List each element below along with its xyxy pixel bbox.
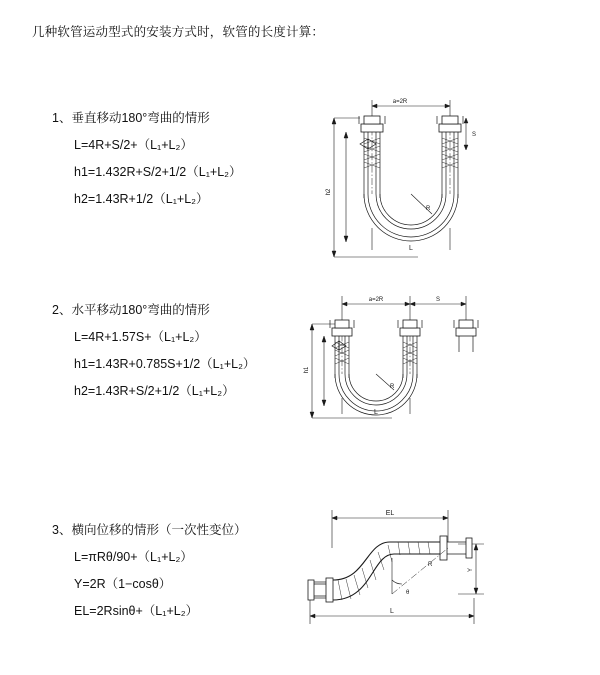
figure-3-angle-label: θ — [406, 590, 410, 596]
figure-3-top-dim-label: EL — [385, 510, 395, 517]
figure-3-y-label: Y — [468, 567, 474, 573]
figure-2-length-label: L — [374, 409, 378, 416]
section-2-formula-3: h2=1.43R+S/2+1/2（L₁+L₂） — [74, 384, 235, 398]
figure-1-svg — [300, 82, 500, 282]
section-3-text — [52, 520, 312, 628]
section-2-formula-1: L=4R+1.57S+（L₁+L₂） — [74, 330, 207, 344]
section-2-text — [52, 300, 312, 408]
figure-2-second-dim-label: S — [435, 297, 441, 303]
figure-3-svg — [288, 498, 498, 638]
section-1-formula-3: h2=1.43R+1/2（L₁+L₂） — [74, 192, 209, 206]
figure-3-length-label: L — [390, 608, 394, 615]
page-title: 几种软管运动型式的安装方式时，软管的长度计算： — [32, 25, 325, 39]
figure-2-radius-label: R — [390, 384, 395, 390]
section-2-title: 2、水平移动180°弯曲的情形 — [52, 303, 210, 317]
figure-vertical-180-bend — [300, 82, 500, 282]
section-1-formula-1: L=4R+S/2+（L₁+L₂） — [74, 138, 193, 152]
section-2-formula-2: h1=1.43R+0.785S+1/2（L₁+L₂） — [74, 357, 256, 371]
section-1-formula-2: h1=1.432R+S/2+1/2（L₁+L₂） — [74, 165, 242, 179]
figure-1-height-label: h2 — [326, 188, 332, 196]
section-3-formula-1: L=πRθ/90+（L₁+L₂） — [74, 550, 193, 564]
figure-horizontal-180-bend — [300, 278, 500, 458]
figure-1-radius-label: R — [426, 206, 431, 212]
section-1-text — [52, 108, 312, 216]
section-3-title: 3、横向位移的情形（一次性变位） — [52, 523, 247, 537]
figure-1-top-dim-label: a=2R — [392, 99, 408, 105]
section-1-title: 1、垂直移动180°弯曲的情形 — [52, 111, 210, 125]
section-3-formula-3: EL=2Rsinθ+（L₁+L₂） — [74, 604, 199, 618]
figure-2-height-label: h1 — [304, 366, 310, 374]
figure-1-s-label: S — [471, 132, 477, 138]
figure-3-radius-label: R — [428, 562, 433, 568]
figure-lateral-offset — [288, 498, 498, 638]
figure-2-svg — [300, 278, 500, 458]
figure-2-top-dim-label: a=2R — [368, 297, 384, 303]
figure-1-length-label: L — [409, 245, 413, 252]
section-3-formula-2: Y=2R（1−cosθ） — [74, 577, 172, 591]
